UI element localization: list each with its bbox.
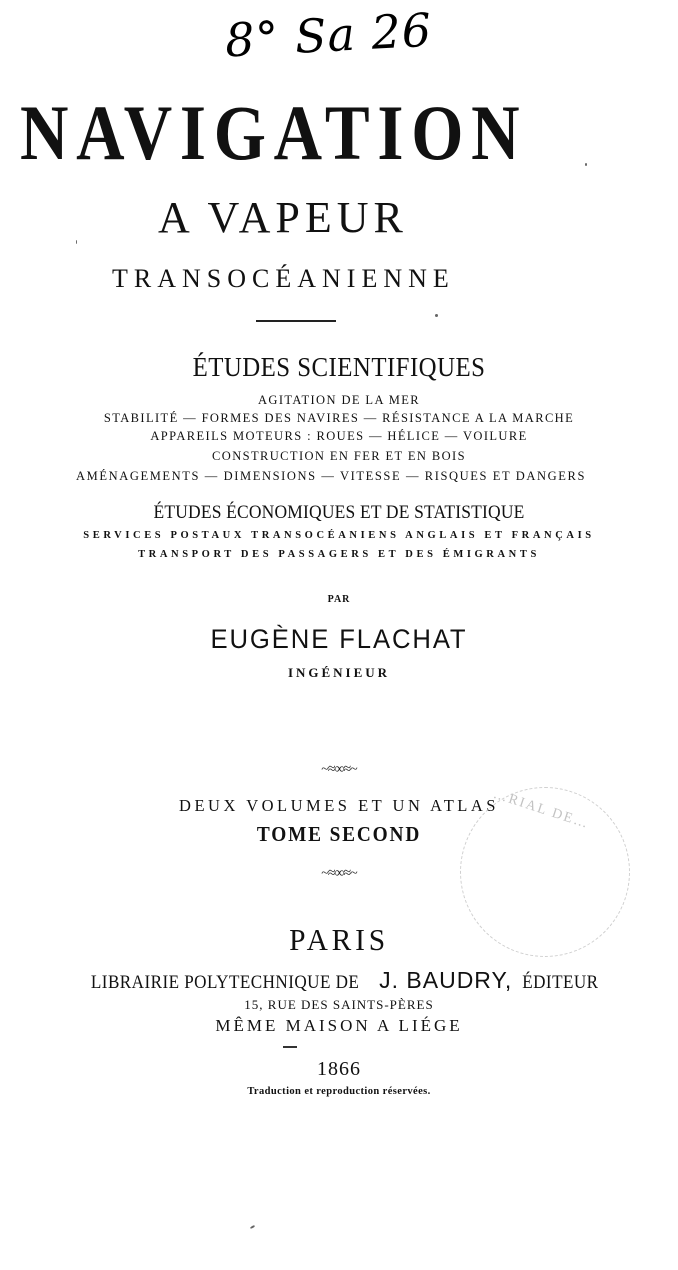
library-stamp-text: …RIAL DE… [491,786,592,833]
publisher-name: J. BAUDRY, [379,967,513,993]
imprint-publisher [0,967,678,994]
edition-volumes: DEUX VOLUMES ET UN ATLAS [179,796,499,815]
imprint-branch: MÊME MAISON A LIÉGE [215,1016,463,1035]
economic-topic: SERVICES POSTAUX TRANSOCÉANIENS ANGLAIS ET FRANÇAIS [83,530,595,541]
author-profession: INGÉNIEUR [287,665,391,680]
title-line-1: NAVIGATION [20,89,528,176]
edition-tome: TOME SECOND [256,822,422,846]
paper-speck [585,163,587,166]
imprint-dash [283,1046,297,1048]
ornament-fleuron-icon: ~≈∞≈~ [321,866,357,881]
paper-speck [250,1225,255,1229]
imprint-city: PARIS [289,922,389,957]
scientific-topic: CONSTRUCTION EN FER ET EN BOIS [212,449,466,463]
rights-notice: Traduction et reproduction réservées. [247,1086,431,1097]
imprint-year: 1866 [317,1058,361,1080]
scientific-topic: AMÉNAGEMENTS — DIMENSIONS — VITESSE — RISQUES ET DANGERS [76,469,586,483]
title-line-3: TRANSOCÉANIENNE [112,264,455,293]
scientific-topic: STABILITÉ — FORMES DES NAVIRES — RÉSISTANCE A LA MARCHE [103,411,575,425]
handwritten-shelfmark: 8° Sa 26 [223,2,434,68]
scientific-topic: AGITATION DE LA MER [257,393,421,407]
imprint-address: 15, RUE DES SAINTS-PÈRES [244,997,434,1012]
paper-speck [76,240,77,244]
ornament-fleuron-icon: ~≈∞≈~ [321,762,357,777]
author-name: EUGÈNE FLACHAT [210,624,468,654]
scientific-topic: APPAREILS MOTEURS : ROUES — HÉLICE — VOILURE [150,429,528,443]
economic-studies-heading: ÉTUDES ÉCONOMIQUES ET DE STATISTIQUE [153,502,525,523]
by-line: PAR [327,594,351,605]
scientific-studies-heading: ÉTUDES SCIENTIFIQUES [192,352,486,382]
publisher-prefix: LIBRAIRIE POLYTECHNIQUE DE [90,972,359,993]
economic-topic: TRANSPORT DES PASSAGERS ET DES ÉMIGRANTS [138,549,540,560]
title-divider-rule [256,320,336,322]
title-line-2: A VAPEUR [158,193,408,242]
publisher-suffix: ÉDITEUR [521,972,599,993]
paper-speck [435,314,438,317]
